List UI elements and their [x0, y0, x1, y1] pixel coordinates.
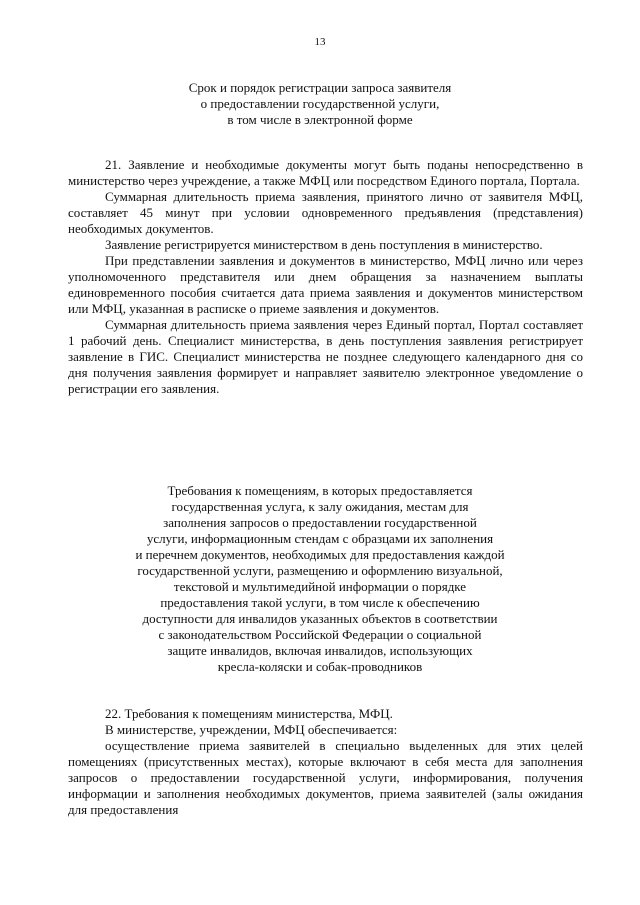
heading-line: о предоставлении государственной услуги,	[200, 96, 440, 111]
paragraph: В министерстве, учреждении, МФЦ обеспечивается:	[105, 722, 398, 737]
heading-line: кресла-коляски и собак-проводников	[217, 659, 423, 674]
paragraph: 21. Заявление и необходимые документы могут быть поданы непосредственно в министерство через учреждение, а также МФЦ или посредством Единого портала, Портала.	[68, 157, 583, 188]
paragraph: Суммарная длительность приема заявления, принятого лично от заявителя МФЦ, составляет 45 минут при условии одновременного предъявления (представления) необходимых документов.	[68, 189, 583, 236]
paragraph: Суммарная длительность приема заявления через Единый портал, Портал составляет 1 рабочий день. Специалист министерства, в день поступления заявления регистрирует заявление в ГИС. Специалист министерства не позднее следующего календарного дня со дня получения заявления формирует и направляет заявителю электронное уведомление о регистрации его заявления.	[68, 317, 583, 396]
section-heading-premises	[0, 483, 640, 675]
section-21-body	[68, 157, 583, 397]
section-22-body	[68, 706, 583, 818]
paragraph: 22. Требования к помещениям министерства, МФЦ.	[105, 706, 393, 721]
heading-line: Требования к помещениям, в которых предоставляется	[167, 483, 473, 498]
heading-line: в том числе в электронной форме	[227, 112, 413, 127]
heading-line: государственной услуги, размещению и оформлению визуальной,	[137, 563, 503, 578]
heading-line: с законодательством Российской Федерации о социальной	[158, 627, 482, 642]
heading-line: предоставления такой услуги, в том числе к обеспечению	[160, 595, 480, 610]
heading-line: государственная услуга, к залу ожидания, местам для	[171, 499, 469, 514]
heading-line: Срок и порядок регистрации запроса заявителя	[188, 80, 452, 95]
page-number: 13	[314, 36, 326, 48]
section-heading-registration	[0, 80, 640, 128]
heading-line: услуги, информационным стендам с образцами их заполнения	[146, 531, 494, 546]
heading-line: заполнения запросов о предоставлении государственной	[163, 515, 477, 530]
heading-line: текстовой и мультимедийной информации о порядке	[173, 579, 467, 594]
heading-line: и перечнем документов, необходимых для предоставления каждой	[135, 547, 505, 562]
paragraph: осуществление приема заявителей в специально выделенных для этих целей помещениях (присутственных местах), которые включают в себя места для заполнения запросов о предоставлении государственной услуги, информирования, получения информации и заполнения необходимых документов, приема заявителей (залы ожидания для предоставления	[68, 738, 583, 817]
heading-line: защите инвалидов, включая инвалидов, использующих	[167, 643, 473, 658]
heading-line: доступности для инвалидов указанных объектов в соответствии	[142, 611, 498, 626]
paragraph: При представлении заявления и документов в министерство, МФЦ лично или через уполномоченного представителя или днем обращения за назначением выплаты единовременного пособия считается дата приема заявления и документов министерством или МФЦ, указанная в расписке о приеме заявления и документов.	[68, 253, 583, 316]
paragraph: Заявление регистрируется министерством в день поступления в министерство.	[105, 237, 543, 252]
